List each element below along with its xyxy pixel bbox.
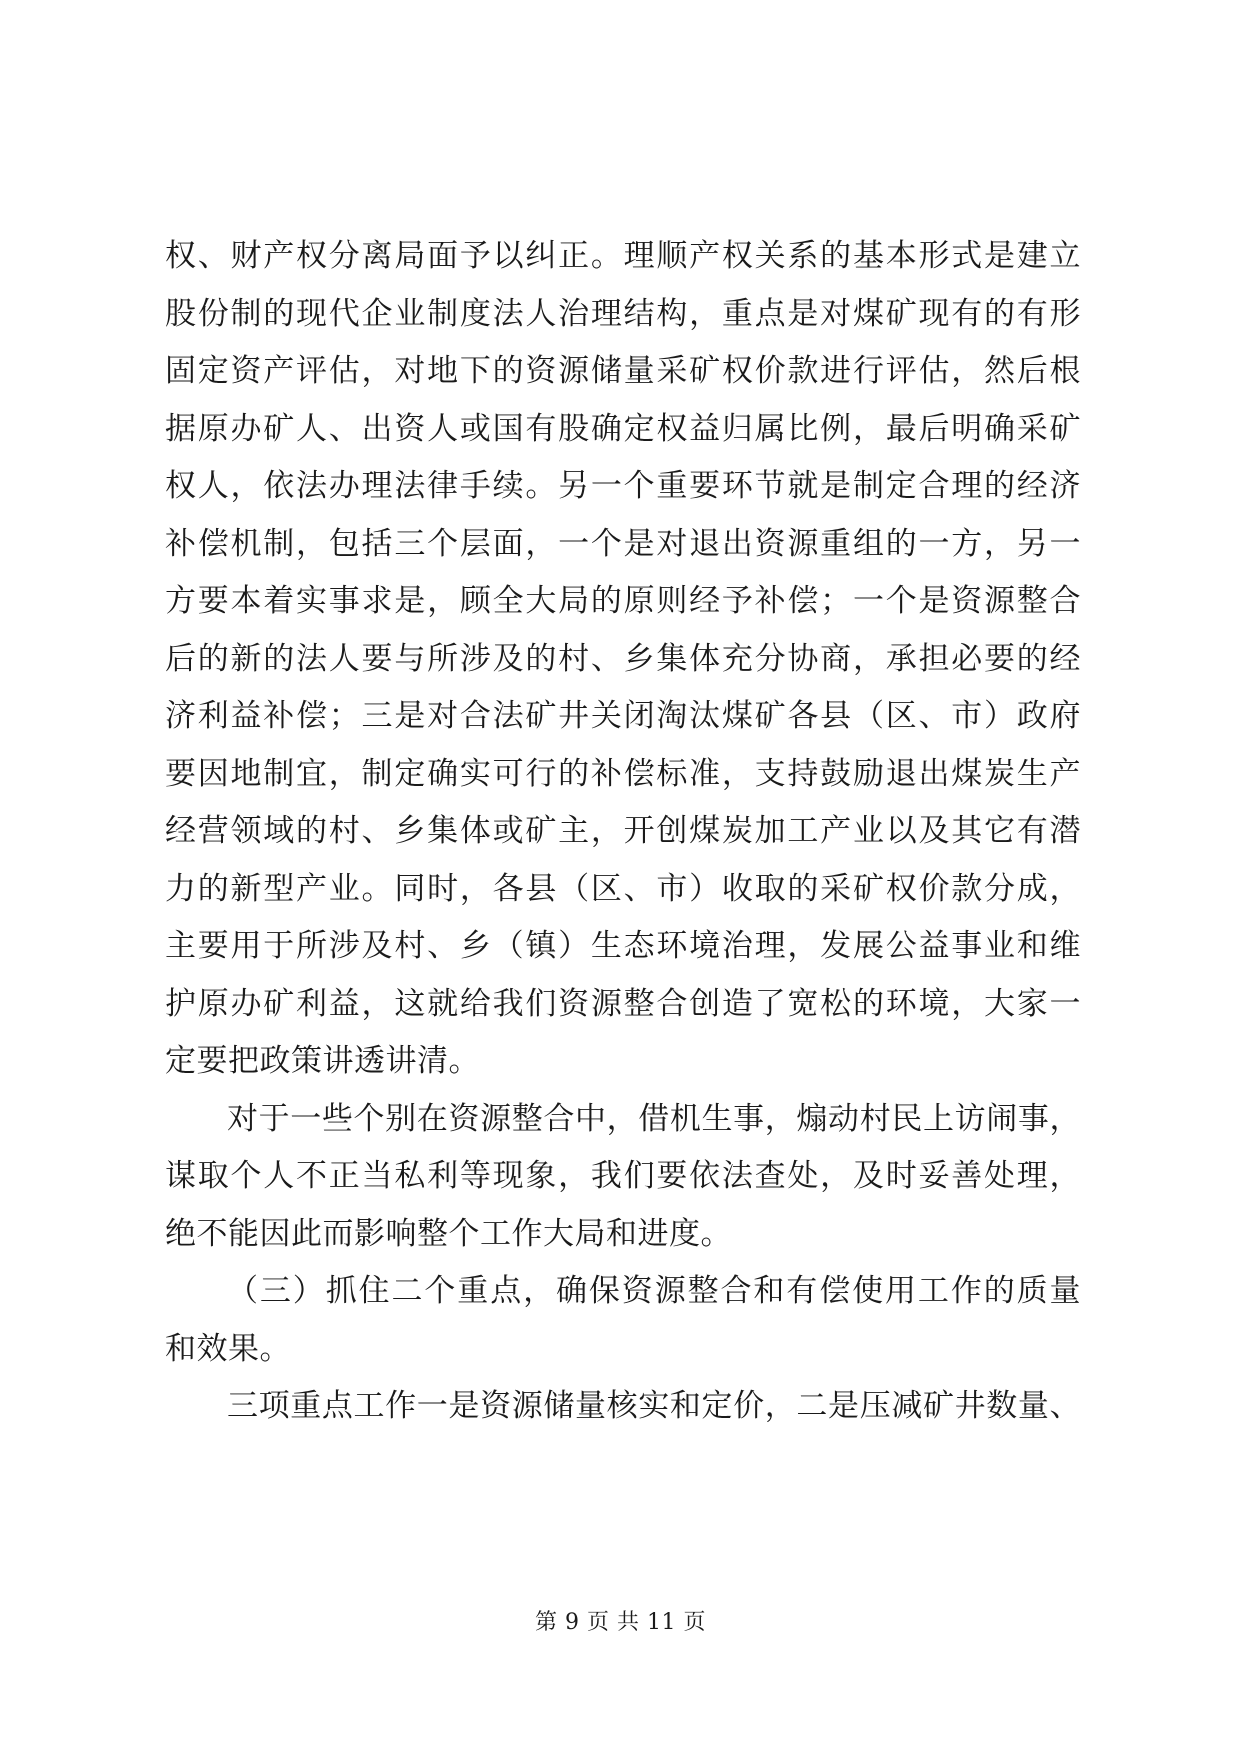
paragraph-1: [165, 228, 1081, 1091]
text-line: 要因地制宜，制定确实可行的补偿标准，支持鼓励退出煤炭生产: [165, 755, 1081, 792]
text-line: 谋取个人不正当私利等现象，我们要依法查处，及时妥善处理，: [165, 1158, 1081, 1194]
text-line: 后的新的法人要与所涉及的村、乡集体充分协商，承担必要的经: [165, 640, 1081, 677]
text-line: 力的新型产业。同时，各县（区、市）收取的采矿权价款分成，: [165, 870, 1081, 907]
text-line: 据原办矿人、出资人或国有股确定权益归属比例，最后明确采矿: [165, 410, 1081, 447]
text-line: 固定资产评估，对地下的资源储量采矿权价款进行评估，然后根: [165, 353, 1081, 389]
text-line: 和效果。: [165, 1330, 291, 1367]
page-number-label: 第 9 页 共 11 页: [535, 1610, 706, 1635]
text-line: （三）抓住二个重点，确保资源整合和有偿使用工作的质量: [227, 1273, 1081, 1309]
text-line: 补偿机制，包括三个层面，一个是对退出资源重组的一方，另一: [165, 525, 1081, 562]
text-line: 经营领域的村、乡集体或矿主，开创煤炭加工产业以及其它有潜: [165, 813, 1081, 849]
text-line: 三项重点工作一是资源储量核实和定价，二是压减矿井数量、: [227, 1388, 1081, 1424]
text-line: 济利益补偿；三是对合法矿井关闭淘汰煤矿各县（区、市）政府: [165, 698, 1081, 734]
page-footer: [0, 1605, 1241, 1636]
paragraph-3-heading: [165, 1263, 1081, 1378]
text-line: 权、财产权分离局面予以纠正。理顺产权关系的基本形式是建立: [165, 238, 1081, 274]
text-line: 定要把政策讲透讲清。: [165, 1043, 480, 1079]
paragraph-4: [165, 1378, 1081, 1436]
text-line: 护原办矿利益，这就给我们资源整合创造了宽松的环境，大家一: [165, 985, 1081, 1022]
text-line: 主要用于所涉及村、乡（镇）生态环境治理，发展公益事业和维: [165, 928, 1081, 964]
text-line: 绝不能因此而影响整个工作大局和进度。: [165, 1215, 732, 1252]
paragraph-2: [165, 1091, 1081, 1264]
text-line: 股份制的现代企业制度法人治理结构，重点是对煤矿现有的有形: [165, 295, 1081, 332]
body-text: [165, 228, 1081, 1436]
text-line: 权人，依法办理法律手续。另一个重要环节就是制定合理的经济: [165, 468, 1081, 504]
text-line: 对于一些个别在资源整合中，借机生事，煽动村民上访闹事，: [227, 1100, 1081, 1137]
text-line: 方要本着实事求是，顾全大局的原则经予补偿；一个是资源整合: [165, 583, 1081, 619]
